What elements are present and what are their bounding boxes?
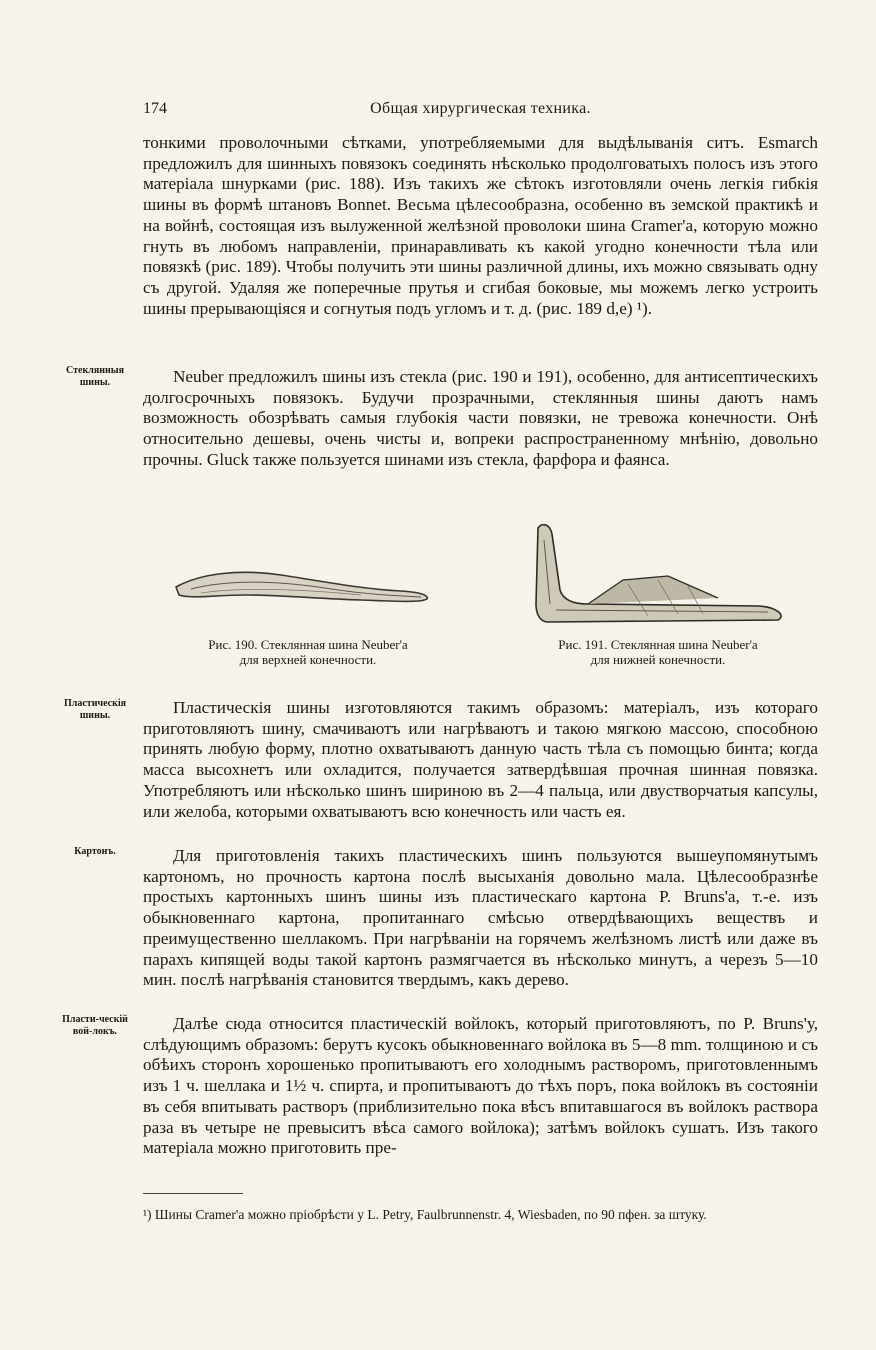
figure-190 bbox=[171, 555, 431, 615]
paragraph-plastic-splints bbox=[143, 698, 818, 822]
margin-note-glass: Стеклянныя шины. bbox=[66, 365, 124, 388]
glass-splint-upper-illustration bbox=[171, 555, 431, 615]
paragraph-carton bbox=[143, 846, 818, 991]
footnote-divider bbox=[143, 1193, 243, 1194]
running-title: Общая хирургическая техника. bbox=[370, 100, 591, 117]
paragraph-text: Пластическія шины изготовляются такимъ образомъ: матеріалъ, изъ котораго приготовляютъ шину, смачиваютъ или нагрѣваютъ и такою мягкою массою, способною принять любую форму, плотно охватываютъ данную часть тѣла съ помощью бинта; когда масса высохнетъ или охладится, получается затвердѣвшая прочная шинная повязка. Употребляютъ или нѣсколько шинъ шириною въ 2—4 пальца, или двустворчатыя капсулы, или желоба, которыми охватываютъ всю конечность или часть ея. bbox=[143, 698, 818, 821]
paragraph-text: Neuber предложилъ шины изъ стекла (рис. 190 и 191), особенно, для антисептическихъ долгосрочныхъ повязокъ. Будучи прозрачными, стеклянныя шины даютъ намъ возможность обозрѣвать самыя глубокія части повязки, не тревожа конечности. Онѣ относительно дешевы, очень чисты и, вопреки распространенному мнѣнію, довольно прочны. Gluck также пользуется шинами изъ стекла, фарфора и фаянса. bbox=[143, 367, 818, 469]
glass-splint-lower-illustration bbox=[528, 520, 788, 632]
page-number: 174 bbox=[143, 100, 167, 117]
margin-note-carton: Картонъ. bbox=[74, 846, 116, 857]
caption-line: для нижней конечности. bbox=[590, 652, 726, 667]
footnote: ¹) Шины Cramer'а можно пріобрѣсти у L. Petry, Faulbrunnenstr. 4, Wiesbaden, по 90 пфен. за штуку. bbox=[143, 1207, 707, 1222]
paragraph-felt bbox=[143, 1014, 818, 1159]
caption-line: для верхней конечности. bbox=[239, 652, 377, 667]
paragraph-text: Далѣе сюда относится пластическій войлокъ, который приготовляютъ, по P. Bruns'у, слѣдующимъ образомъ: берутъ кусокъ обыкновеннаго войлока въ 5—8 mm. толщиною и съ обѣихъ сторонъ хорошенько пропитываютъ его холоднымъ растворомъ, приготовленнымъ изъ 1 ч. шеллака и 1½ ч. спирта, и пропитываютъ до тѣхъ поръ, пока войлокъ въ состояніи въ себя впитывать растворъ (приблизительно пока вѣсъ впитавшагося въ войлокъ раствора раза въ четыре не превыситъ вѣса самого войлока); затѣмъ войлокъ сушатъ. Изъ такого матеріала можно приготовить пре- bbox=[143, 1014, 818, 1158]
figure-191 bbox=[528, 520, 788, 632]
figure-190-caption bbox=[163, 637, 453, 667]
paragraph-glass-splints bbox=[143, 367, 818, 471]
caption-line: Рис. 191. Стеклянная шина Neuber'а bbox=[558, 637, 758, 652]
figure-191-caption bbox=[498, 637, 818, 667]
paragraph-wire-splints bbox=[143, 133, 818, 319]
figures-block bbox=[143, 515, 818, 675]
page-header bbox=[143, 100, 818, 122]
margin-note-felt: Пласти-ческій вой-локъ. bbox=[62, 1014, 128, 1037]
caption-line: Рис. 190. Стеклянная шина Neuber'а bbox=[208, 637, 408, 652]
margin-note-plastic: Пластическія шины. bbox=[63, 698, 127, 721]
paragraph-text: Для приготовленія такихъ пластическихъ шинъ пользуются вышеупомянутымъ картономъ, но прочность картона послѣ высыханія довольно мала. Цѣлесообразнѣе простыхъ картонныхъ шинъ шины изъ пластическаго картона P. Bruns'а, т.-е. изъ обыкновеннаго картона, пропитаннаго смѣсью отвердѣвающихъ веществъ и преимущественно шеллакомъ. При нагрѣваніи на горячемъ желѣзномъ листѣ или даже въ парахъ кипящей воды такой картонъ размягчается въ нѣсколько минутъ, а черезъ 5—10 мин. послѣ нагрѣванія становится твердымъ, какъ дерево. bbox=[143, 846, 818, 990]
paragraph-text: тонкими проволочными сѣтками, употребляемыми для выдѣлыванія ситъ. Esmarch предложилъ для шинныхъ повязокъ соединять нѣсколько продолговатыхъ полосъ изъ этого матеріала шнурками (рис. 188). Изъ такихъ же сѣтокъ изготовляли очень легкія гибкія шины въ формѣ штановъ Bonnet. Весьма цѣлесообразна, особенно въ земской практикѣ и на войнѣ, состоящая изъ вылуженной желѣзной проволоки шина Cramer'а, которую можно гнуть въ любомъ направленіи, принаравливать къ какой угодно конечности тѣла или повязкѣ (рис. 189). Чтобы получить эти шины различной длины, ихъ можно связывать одну съ другой. Удаляя же поперечные прутья и сгибая боковые, мы можемъ легко устроить шины прерывающіяся и согнутыя подъ угломъ и т. д. (рис. 189 d,e) ¹). bbox=[143, 133, 818, 318]
